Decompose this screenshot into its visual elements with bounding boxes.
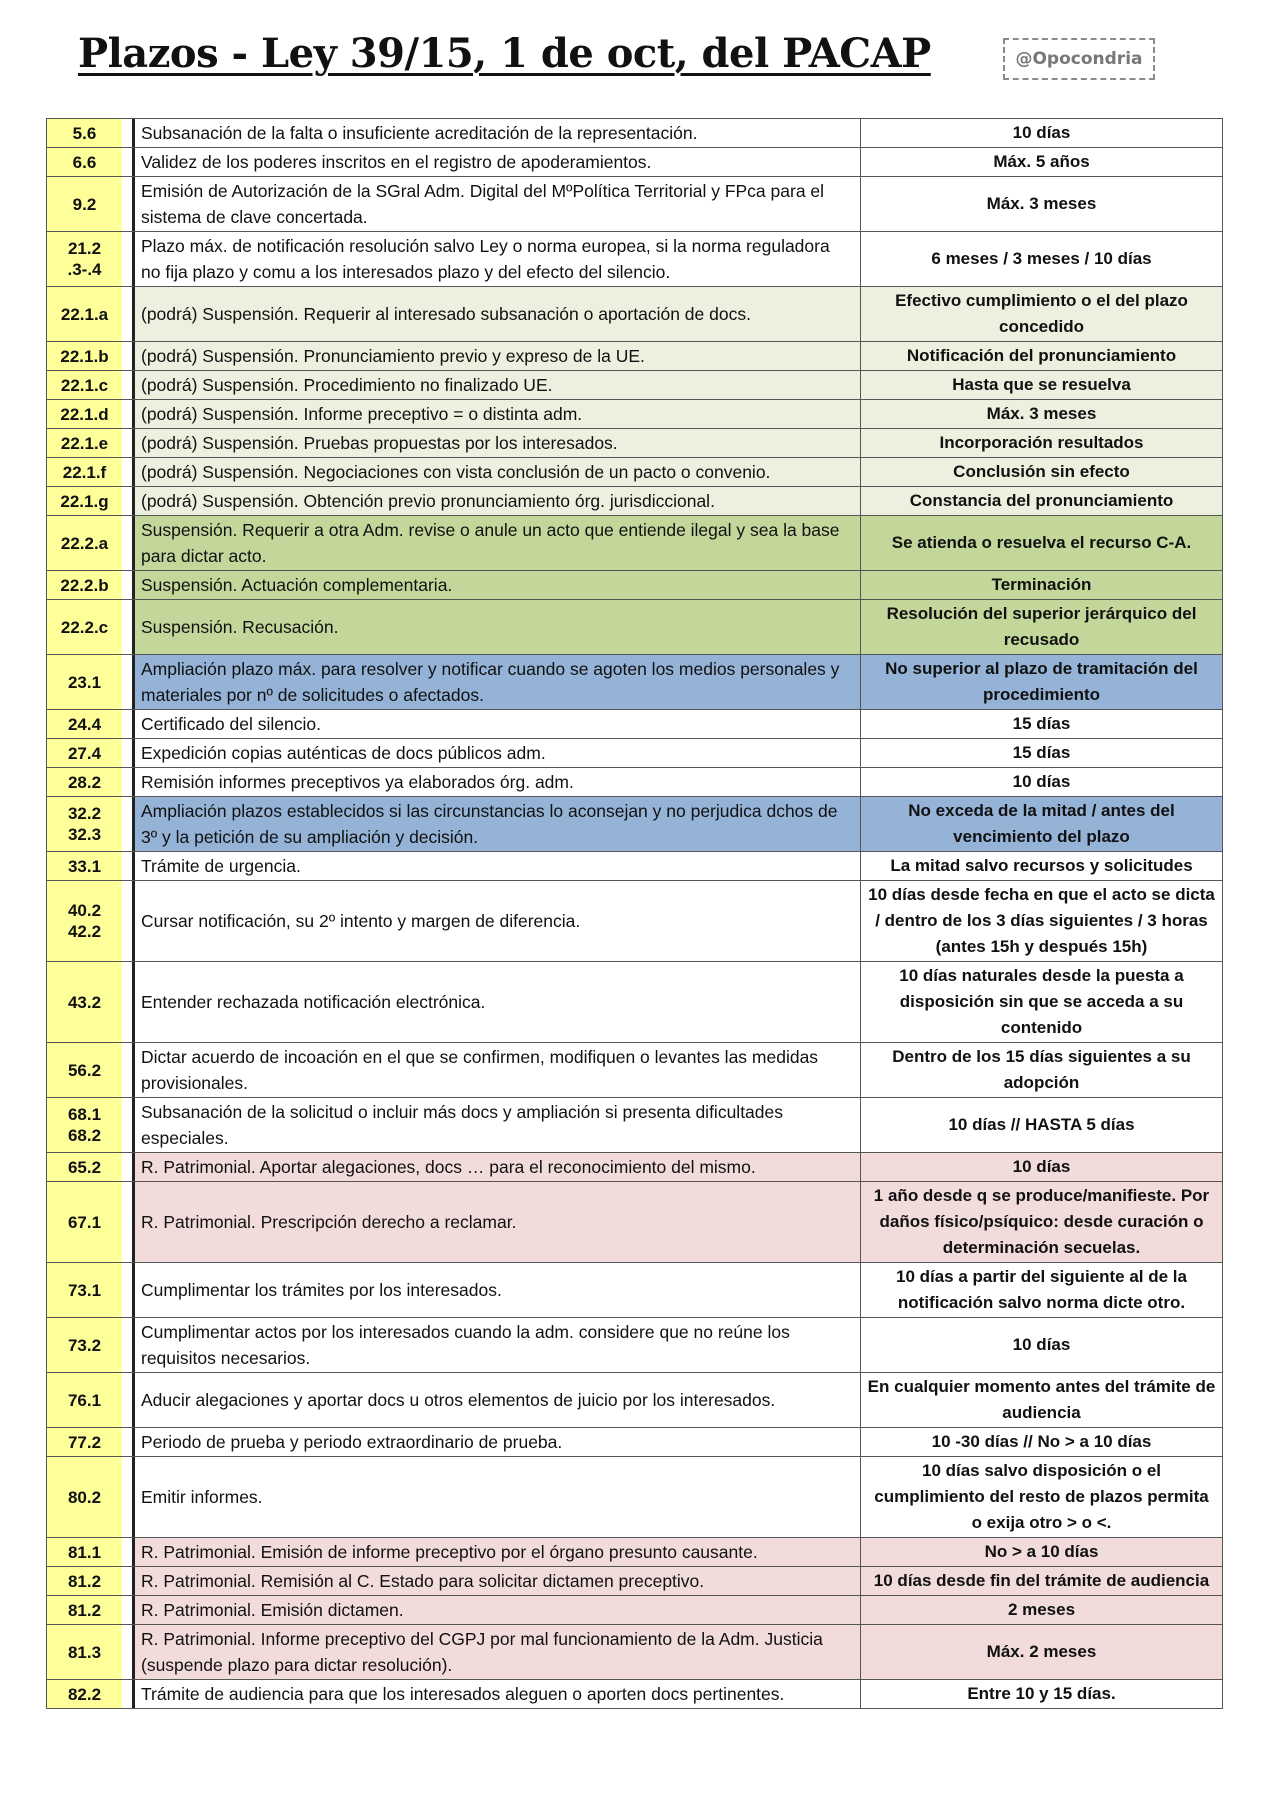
column-gap (122, 400, 132, 428)
deadline-value: Máx. 2 meses (861, 1625, 1223, 1679)
table-row (46, 710, 1223, 739)
table-row (46, 1153, 1223, 1182)
article-number (46, 371, 122, 399)
table-row (46, 1457, 1223, 1538)
deadline-description: Subsanación de la falta o insuficiente acreditación de la representación. (135, 119, 861, 147)
article-number (46, 1428, 122, 1456)
deadline-value: No superior al plazo de tramitación del procedimiento (861, 655, 1223, 709)
table-row (46, 881, 1223, 962)
article-number-line: 68.1 (67, 1105, 102, 1124)
column-gap (122, 1098, 132, 1152)
table-row (46, 1538, 1223, 1567)
article-number-line: 22.2.b (60, 575, 109, 595)
article-number-line: 22.1.f (62, 462, 107, 482)
column-gap (122, 852, 132, 880)
article-number (46, 429, 122, 457)
deadline-description: Ampliación plazo máx. para resolver y notificar cuando se agoten los medios personales y materiales por nº de solicitudes o afectados. (135, 655, 861, 709)
deadline-value: Terminación (861, 571, 1223, 599)
article-number-line: 27.4 (67, 743, 102, 763)
table-row (46, 342, 1223, 371)
column-gap (122, 1538, 132, 1566)
article-number (46, 287, 122, 341)
article-number (46, 487, 122, 515)
deadline-value: 10 días salvo disposición o el cumplimiento del resto de plazos permita o exija otro > o <. (861, 1457, 1223, 1537)
article-number-line: 22.1.g (60, 491, 109, 511)
table-row (46, 1182, 1223, 1263)
article-number-line: 42.2 (67, 922, 102, 941)
article-number-line: 32.3 (67, 825, 102, 844)
deadline-value: 15 días (861, 710, 1223, 738)
article-number (46, 1043, 122, 1097)
deadline-description: (podrá) Suspensión. Obtención previo pronunciamiento órg. jurisdiccional. (135, 487, 861, 515)
article-number-line: 56.2 (67, 1060, 102, 1080)
deadline-description: Cursar notificación, su 2º intento y margen de diferencia. (135, 881, 861, 961)
table-row (46, 1318, 1223, 1373)
deadline-value: 10 días naturales desde la puesta a disposición sin que se acceda a su contenido (861, 962, 1223, 1042)
article-number-line: 23.1 (67, 672, 102, 692)
deadline-value: 10 días desde fecha en que el acto se dicta / dentro de los 3 días siguientes / 3 horas (antes 15h y después 15h) (861, 881, 1223, 961)
column-gap (122, 571, 132, 599)
deadline-description: R. Patrimonial. Remisión al C. Estado para solicitar dictamen preceptivo. (135, 1567, 861, 1595)
article-number (46, 148, 122, 176)
article-number (46, 881, 122, 961)
deadline-value: 10 -30 días // No > a 10 días (861, 1428, 1223, 1456)
deadline-description: Cumplimentar los trámites por los interesados. (135, 1263, 861, 1317)
article-number-line: 22.1.d (60, 404, 109, 424)
deadline-value: Resolución del superior jerárquico del recusado (861, 600, 1223, 654)
article-number (46, 1318, 122, 1372)
table-row (46, 1373, 1223, 1428)
deadline-description: Aducir alegaciones y aportar docs u otros elementos de juicio por los interesados. (135, 1373, 861, 1427)
deadline-description: Suspensión. Actuación complementaria. (135, 571, 861, 599)
column-gap (122, 516, 132, 570)
deadline-description: Validez de los poderes inscritos en el registro de apoderamientos. (135, 148, 861, 176)
column-gap (122, 1625, 132, 1679)
deadline-value: Entre 10 y 15 días. (861, 1680, 1223, 1708)
deadline-description: Emisión de Autorización de la SGral Adm. Digital del MºPolítica Territorial y FPca para el sistema de clave concertada. (135, 177, 861, 231)
article-number (46, 458, 122, 486)
deadline-value: 10 días (861, 119, 1223, 147)
article-number-line: 21.2 (67, 239, 102, 258)
deadline-value: Se atienda o resuelva el recurso C-A. (861, 516, 1223, 570)
article-number (46, 797, 122, 851)
deadline-value: Efectivo cumplimiento o el del plazo concedido (861, 287, 1223, 341)
table-row (46, 1043, 1223, 1098)
table-row (46, 962, 1223, 1043)
table-row (46, 600, 1223, 655)
article-number-line: 68.2 (67, 1126, 102, 1145)
column-gap (122, 342, 132, 370)
deadline-description: R. Patrimonial. Aportar alegaciones, docs … para el reconocimiento del mismo. (135, 1153, 861, 1181)
deadline-description: R. Patrimonial. Emisión dictamen. (135, 1596, 861, 1624)
deadline-description: (podrá) Suspensión. Informe preceptivo = o distinta adm. (135, 400, 861, 428)
column-gap (122, 655, 132, 709)
table-row (46, 797, 1223, 852)
article-number-line: 28.2 (67, 772, 102, 792)
table-row (46, 1098, 1223, 1153)
column-gap (122, 232, 132, 286)
table-row (46, 1625, 1223, 1680)
deadline-value: No > a 10 días (861, 1538, 1223, 1566)
article-number-line: 9.2 (72, 194, 97, 214)
deadline-value: No exceda de la mitad / antes del vencimiento del plazo (861, 797, 1223, 851)
deadline-description: (podrá) Suspensión. Negociaciones con vista conclusión de un pacto o convenio. (135, 458, 861, 486)
deadline-value: Máx. 3 meses (861, 400, 1223, 428)
table-row (46, 287, 1223, 342)
author-tag: @Opocondria (1003, 38, 1155, 80)
deadline-description: R. Patrimonial. Emisión de informe preceptivo por el órgano presunto causante. (135, 1538, 861, 1566)
article-number-line: 5.6 (72, 123, 97, 143)
article-number-line: 32.2 (67, 804, 102, 823)
article-number (46, 1680, 122, 1708)
column-gap (122, 1567, 132, 1595)
table-row (46, 1596, 1223, 1625)
table-row (46, 458, 1223, 487)
article-number (46, 739, 122, 767)
table-row (46, 1567, 1223, 1596)
column-gap (122, 371, 132, 399)
article-number (46, 1538, 122, 1566)
column-gap (122, 1680, 132, 1708)
article-number (46, 177, 122, 231)
column-gap (122, 710, 132, 738)
article-number (46, 1567, 122, 1595)
table-row (46, 516, 1223, 571)
deadline-description: R. Patrimonial. Informe preceptivo del CGPJ por mal funcionamiento de la Adm. Justicia (suspende plazo para dictar resolución). (135, 1625, 861, 1679)
article-number-line: 82.2 (67, 1684, 102, 1704)
article-number (46, 768, 122, 796)
table-row (46, 177, 1223, 232)
column-gap (122, 600, 132, 654)
article-number (46, 571, 122, 599)
article-number-line: .3-.4 (67, 260, 102, 279)
deadline-value: 10 días (861, 1153, 1223, 1181)
article-number (46, 852, 122, 880)
article-number-line: 73.2 (67, 1335, 102, 1355)
article-number-line: 22.1.e (60, 433, 109, 453)
column-gap (122, 1043, 132, 1097)
deadline-value: 2 meses (861, 1596, 1223, 1624)
table-row (46, 1428, 1223, 1457)
table-row (46, 852, 1223, 881)
column-gap (122, 797, 132, 851)
table-row (46, 148, 1223, 177)
column-gap (122, 1182, 132, 1262)
column-gap (122, 429, 132, 457)
table-row (46, 739, 1223, 768)
table-row (46, 655, 1223, 710)
article-number (46, 1153, 122, 1181)
deadline-value: La mitad salvo recursos y solicitudes (861, 852, 1223, 880)
deadline-description: Ampliación plazos establecidos si las circunstancias lo aconsejan y no perjudica dchos de 3º y la petición de su ampliación y decisión. (135, 797, 861, 851)
column-gap (122, 287, 132, 341)
deadline-value: 1 año desde q se produce/manifieste. Por daños físico/psíquico: desde curación o determinación secuelas. (861, 1182, 1223, 1262)
page-title: Plazos - Ley 39/15, 1 de oct, del PACAP (78, 30, 931, 77)
deadline-description: (podrá) Suspensión. Pronunciamiento previo y expreso de la UE. (135, 342, 861, 370)
article-number-line: 6.6 (72, 152, 97, 172)
article-number (46, 1596, 122, 1624)
deadline-value: 10 días (861, 1318, 1223, 1372)
deadline-description: Emitir informes. (135, 1457, 861, 1537)
deadline-description: Subsanación de la solicitud o incluir más docs y ampliación si presenta dificultades especiales. (135, 1098, 861, 1152)
deadline-description: Dictar acuerdo de incoación en el que se confirmen, modifiquen o levantes las medidas provisionales. (135, 1043, 861, 1097)
deadline-value: Constancia del pronunciamiento (861, 487, 1223, 515)
deadline-value: Incorporación resultados (861, 429, 1223, 457)
deadline-description: Trámite de audiencia para que los interesados aleguen o aporten docs pertinentes. (135, 1680, 861, 1708)
column-gap (122, 739, 132, 767)
deadline-value: 15 días (861, 739, 1223, 767)
deadline-description: Entender rechazada notificación electrónica. (135, 962, 861, 1042)
column-gap (122, 487, 132, 515)
table-row (46, 118, 1223, 148)
article-number-line: 81.2 (67, 1600, 102, 1620)
column-gap (122, 1263, 132, 1317)
article-number-line: 67.1 (67, 1212, 102, 1232)
table-row (46, 1263, 1223, 1318)
deadline-description: Suspensión. Requerir a otra Adm. revise o anule un acto que entiende ilegal y sea la base para dictar acto. (135, 516, 861, 570)
column-gap (122, 148, 132, 176)
article-number (46, 1263, 122, 1317)
article-number-line: 76.1 (67, 1390, 102, 1410)
article-number-line: 22.1.c (60, 375, 109, 395)
article-number (46, 516, 122, 570)
column-gap (122, 1596, 132, 1624)
deadline-value: 6 meses / 3 meses / 10 días (861, 232, 1223, 286)
deadline-value: Dentro de los 15 días siguientes a su adopción (861, 1043, 1223, 1097)
deadline-value: Conclusión sin efecto (861, 458, 1223, 486)
article-number-line: 81.1 (67, 1542, 102, 1562)
article-number-line: 80.2 (67, 1487, 102, 1507)
column-gap (122, 458, 132, 486)
article-number (46, 710, 122, 738)
table-row (46, 371, 1223, 400)
deadline-description: Remisión informes preceptivos ya elaborados órg. adm. (135, 768, 861, 796)
column-gap (122, 177, 132, 231)
column-gap (122, 119, 132, 147)
article-number (46, 1625, 122, 1679)
article-number (46, 232, 122, 286)
article-number-line: 22.2.c (60, 617, 109, 637)
article-number (46, 119, 122, 147)
deadline-description: Plazo máx. de notificación resolución salvo Ley o norma europea, si la norma reguladora no fija plazo y comu a los interesados plazo y del efecto del silencio. (135, 232, 861, 286)
deadline-description: Suspensión. Recusación. (135, 600, 861, 654)
article-number (46, 1098, 122, 1152)
table-row (46, 487, 1223, 516)
column-gap (122, 768, 132, 796)
article-number-line: 77.2 (67, 1432, 102, 1452)
table-row (46, 768, 1223, 797)
column-gap (122, 1153, 132, 1181)
column-gap (122, 962, 132, 1042)
article-number-line: 73.1 (67, 1280, 102, 1300)
deadline-description: (podrá) Suspensión. Pruebas propuestas por los interesados. (135, 429, 861, 457)
deadline-value: Hasta que se resuelva (861, 371, 1223, 399)
article-number (46, 1457, 122, 1537)
column-gap (122, 1373, 132, 1427)
article-number-line: 65.2 (67, 1157, 102, 1177)
article-number-line: 43.2 (67, 992, 102, 1012)
article-number-line: 81.2 (67, 1571, 102, 1591)
deadline-description: Periodo de prueba y periodo extraordinario de prueba. (135, 1428, 861, 1456)
deadline-value: 10 días (861, 768, 1223, 796)
deadline-description: Trámite de urgencia. (135, 852, 861, 880)
deadline-description: R. Patrimonial. Prescripción derecho a reclamar. (135, 1182, 861, 1262)
deadline-description: Cumplimentar actos por los interesados cuando la adm. considere que no reúne los requisitos necesarios. (135, 1318, 861, 1372)
deadline-value: 10 días a partir del siguiente al de la notificación salvo norma dicte otro. (861, 1263, 1223, 1317)
deadline-value: 10 días // HASTA 5 días (861, 1098, 1223, 1152)
deadline-value: Máx. 3 meses (861, 177, 1223, 231)
table-row (46, 429, 1223, 458)
deadline-value: Máx. 5 años (861, 148, 1223, 176)
article-number-line: 24.4 (67, 714, 102, 734)
article-number (46, 1182, 122, 1262)
deadline-description: (podrá) Suspensión. Requerir al interesado subsanación o aportación de docs. (135, 287, 861, 341)
deadline-description: Expedición copias auténticas de docs públicos adm. (135, 739, 861, 767)
deadline-description: Certificado del silencio. (135, 710, 861, 738)
article-number (46, 962, 122, 1042)
article-number-line: 40.2 (67, 901, 102, 920)
table-row (46, 1680, 1223, 1709)
deadline-value: Notificación del pronunciamiento (861, 342, 1223, 370)
article-number (46, 600, 122, 654)
deadlines-table (46, 118, 1223, 1709)
column-gap (122, 1318, 132, 1372)
column-gap (122, 1457, 132, 1537)
article-number-line: 22.1.a (60, 304, 109, 324)
article-number (46, 400, 122, 428)
column-gap (122, 1428, 132, 1456)
column-gap (122, 881, 132, 961)
deadline-value: 10 días desde fin del trámite de audiencia (861, 1567, 1223, 1595)
deadline-value: En cualquier momento antes del trámite de audiencia (861, 1373, 1223, 1427)
deadline-description: (podrá) Suspensión. Procedimiento no finalizado UE. (135, 371, 861, 399)
table-row (46, 571, 1223, 600)
table-row (46, 232, 1223, 287)
article-number (46, 655, 122, 709)
article-number-line: 22.2.a (60, 533, 109, 553)
article-number (46, 1373, 122, 1427)
article-number-line: 22.1.b (60, 346, 109, 366)
article-number-line: 33.1 (67, 856, 102, 876)
article-number-line: 81.3 (67, 1642, 102, 1662)
table-row (46, 400, 1223, 429)
article-number (46, 342, 122, 370)
